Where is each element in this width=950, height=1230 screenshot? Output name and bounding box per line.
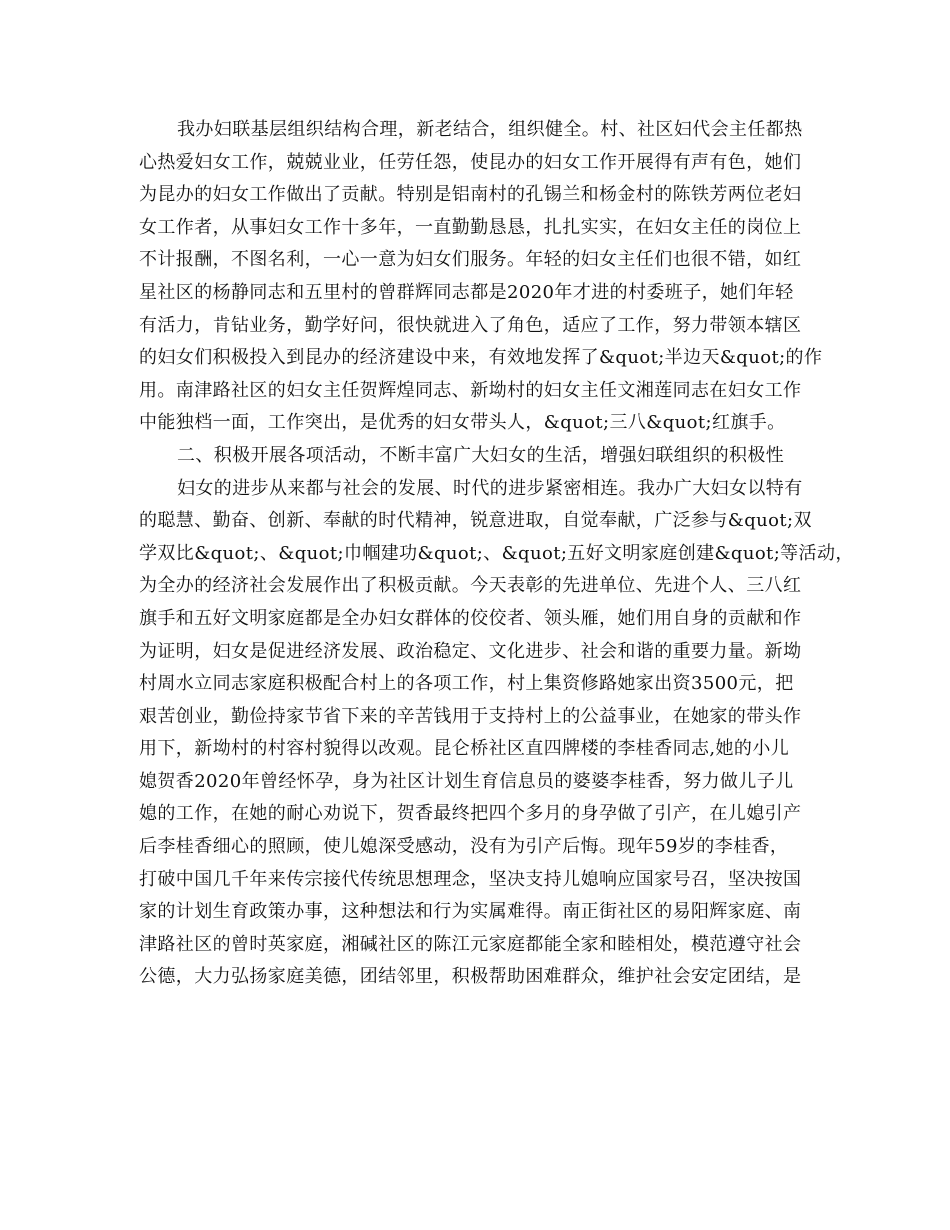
section-heading: 二、积极开展各项活动，不断丰富广大妇女的生活，增强妇联组织的积极性 xyxy=(177,444,785,466)
paragraph-1-line-1: 我办妇联基层组织结构合理，新老结合，组织健全。村、社区妇代会主任都热 xyxy=(177,119,803,140)
paragraph-2-line-5: 旗手和五好文明家庭都是全办妇女群体的佼佼者、领头雁，她们用自身的贡献和作 xyxy=(139,607,802,629)
paragraph-1-line-6: 星社区的杨静同志和五里村的曾群辉同志都是2020年才进的村委班子，她们年轻 xyxy=(139,281,794,303)
paragraph-1-line-2: 心热爱妇女工作，兢兢业业，任劳任怨，使昆办的妇女工作开展得有声有色，她们 xyxy=(139,151,802,173)
paragraph-2-line-8: 艰苦创业，勤俭持家节省下来的辛苦钱用于支持村上的公益事业，在她家的带头作 xyxy=(139,705,802,727)
paragraph-1-line-3: 为昆办的妇女工作做出了贡献。特别是铝南村的孔锡兰和杨金村的陈铁芳两位老妇 xyxy=(139,184,802,206)
paragraph-2-line-6: 为证明，妇女是促进经济发展、政治稳定、文化进步、社会和谐的重要力量。新坳 xyxy=(139,640,802,662)
paragraph-1-line-7: 有活力，肯钻业务，勤学好问，很快就进入了角色，适应了工作，努力带领本辖区 xyxy=(139,314,802,336)
paragraph-2-line-9: 用下，新坳村的村容村貌得以改观。昆仑桥社区直四牌楼的李桂香同志,她的小儿 xyxy=(139,738,790,760)
paragraph-1-line-8: 的妇女们积极投入到昆办的经济建设中来，有效地发挥了&quot;半边天&quot;的作 xyxy=(139,347,823,369)
paragraph-1-line-9: 用。南津路社区的妇女主任贺辉煌同志、新坳村的妇女主任文湘莲同志在妇女工作 xyxy=(139,379,802,401)
paragraph-2-line-2: 的聪慧、勤奋、创新、奉献的时代精神，锐意进取，自觉奉献，广泛参与&quot;双 xyxy=(139,510,812,532)
body-text xyxy=(139,114,854,994)
paragraph-2-line-10: 媳贺香2020年曾经怀孕，身为社区计划生育信息员的婆婆李桂香，努力做儿子儿 xyxy=(139,770,794,792)
paragraph-2-line-12: 后李桂香细心的照顾，使儿媳深受感动，没有为引产后悔。现年59岁的李桂香， xyxy=(139,836,789,858)
paragraph-2-line-1: 妇女的进步从来都与社会的发展、时代的进步紧密相连。我办广大妇女以特有 xyxy=(177,477,803,499)
paragraph-2-line-13: 打破中国几千年来传宗接代传统思想理念，坚决支持儿媳响应国家号召，坚决按国 xyxy=(139,868,802,890)
paragraph-2-line-7: 村周水立同志家庭积极配合村上的各项工作，村上集资修路她家出资3500元，把 xyxy=(139,673,794,695)
paragraph-2-line-16: 公德，大力弘扬家庭美德，团结邻里，积极帮助困难群众，维护社会安定团结，是 xyxy=(139,966,802,988)
paragraph-2-line-14: 家的计划生育政策办事，这种想法和行为实属难得。南正街社区的易阳辉家庭、南 xyxy=(139,901,802,923)
paragraph-2-line-11: 媳的工作，在她的耐心劝说下，贺香最终把四个多月的身孕做了引产，在儿媳引产 xyxy=(139,803,802,825)
paragraph-1-line-10: 中能独档一面，工作突出，是优秀的妇女带头人，&quot;三八&quot;红旗手。 xyxy=(139,412,786,434)
paragraph-1-line-5: 不计报酬，不图名利，一心一意为妇女们服务。年轻的妇女主任们也很不错，如红 xyxy=(139,249,802,271)
paragraph-2-line-4: 为全办的经济社会发展作出了积极贡献。今天表彰的先进单位、先进个人、三八红 xyxy=(139,575,802,597)
paragraph-2-line-15: 津路社区的曾时英家庭，湘碱社区的陈江元家庭都能全家和睦相处，模范遵守社会 xyxy=(139,933,802,955)
paragraph-2-line-3: 学双比&quot;、&quot;巾帼建功&quot;、&quot;五好文明家庭创建&quot;等活动， xyxy=(139,542,854,564)
paragraph-1-line-4: 女工作者，从事妇女工作十多年，一直勤勤恳恳，扎扎实实，在妇女主任的岗位上 xyxy=(139,216,802,238)
